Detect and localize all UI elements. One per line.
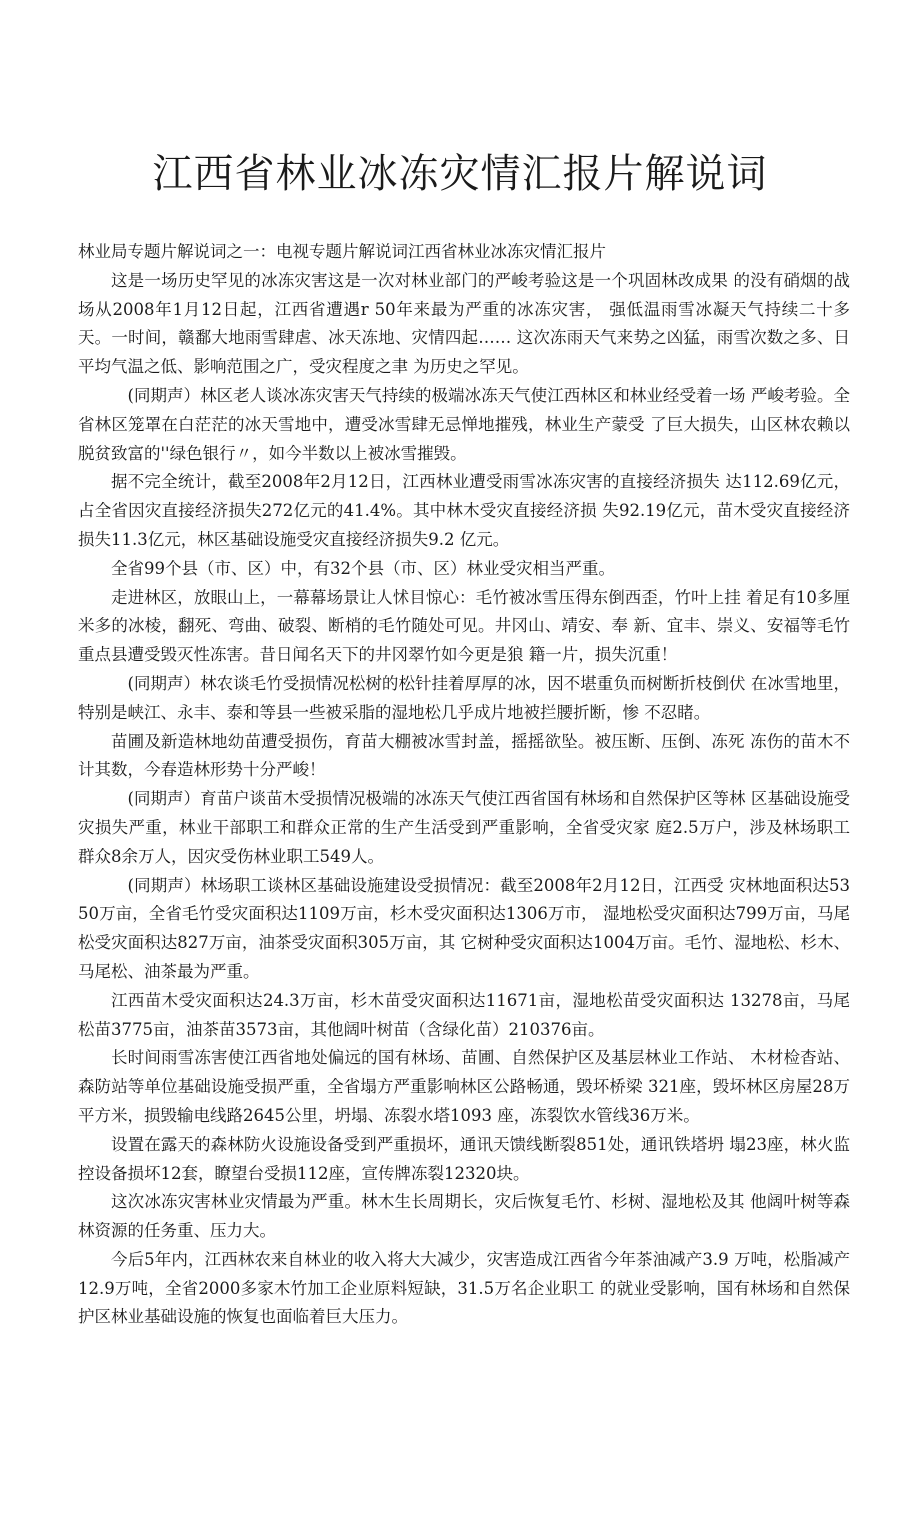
- paragraph: 据不完全统计，截至2008年2月12日，江西林业遭受雨雪冰冻灾害的直接经济损失 达112.69亿元，占全省因灾直接经济损失272亿元的41.4%。其中林木受灾直接经济损 失92.19亿元，苗木受灾直接经济损失11.3亿元，林区基础设施受灾直接经济损失9.2 亿元。: [78, 472, 850, 549]
- document-subtitle: 林业局专题片解说词之一：电视专题片解说词江西省林业冰冻灾情汇报片: [78, 242, 606, 261]
- document-title: 江西省林业冰冻灾情汇报片解说词: [152, 151, 768, 197]
- document-body: [78, 238, 850, 1332]
- paragraph: 这是一场历史罕见的冰冻灾害这是一次对林业部门的严峻考验这是一个巩固林改成果 的没有硝烟的战场从2008年1月12日起，江西省遭遇r 50年来最为严重的冰冻灾害， 强低温雨雪冰凝天气持续二十多天。一时间，赣鄱大地雨雪肆虐、冰天冻地、灾情四起…… 这次冻雨天气来势之凶猛，雨雪次数之多、日平均气温之低、影响范围之广，受灾程度之聿 为历史之罕见。: [78, 270, 850, 377]
- paragraph: 全省99个县（市、区）中，有32个县（市、区）林业受灾相当严重。: [111, 558, 615, 578]
- paragraph: 设置在露天的森林防火设施设备受到严重损坏，通讯天馈线断裂851处，通讯铁塔坍 塌23座，林火监控设备损坏12套，瞭望台受损112座，宣传牌冻裂12320块。: [78, 1134, 850, 1183]
- paragraph: (同期声）林区老人谈冰冻灾害天气持续的极端冰冻天气使江西林区和林业经受着一场 严峻考验。全省林区笼罩在白茫茫的冰天雪地中，遭受冰雪肆无忌惮地摧残，林业生产蒙受 了巨大损失，山区林农赖以脱贫致富的''绿色银行〃，如今半数以上被冰雪摧毁。: [78, 385, 850, 463]
- paragraph: (同期声）育苗户谈苗木受损情况极端的冰冻天气使江西省国有林场和自然保护区等林 区基础设施受灾损失严重，林业干部职工和群众正常的生产生活受到严重影响，全省受灾家 庭2.5万户，涉及林场职工群众8余万人，因灾受伤林业职工549人。: [78, 789, 850, 866]
- paragraph: 苗圃及新造林地幼苗遭受损伤，育苗大棚被冰雪封盖，摇摇欲坠。被压断、压倒、冻死 冻伤的苗木不计其数，今春造林形势十分严峻！: [78, 731, 850, 780]
- paragraph: (同期声）林场职工谈林区基础设施建设受损情况：截至2008年2月12日，江西受 灾林地面积达5350万亩，全省毛竹受灾面积达1109万亩，杉木受灾面积达1306万市， 湿地松受灾面积达799万亩，马尾松受灾面积达827万亩，油茶受灾面积305万亩，其 它树种受灾面积达1004万亩。毛竹、湿地松、杉木、马尾松、油茶最为严重。: [78, 875, 850, 981]
- paragraph: 走进林区，放眼山上，一幕幕场景让人怵目惊心：毛竹被冰雪压得东倒西歪，竹叶上挂 着足有10多厘米多的冰棱，翻死、弯曲、破裂、断梢的毛竹随处可见。井冈山、靖安、奉 新、宜丰、崇义、安福等毛竹重点县遭受毁灭性冻害。昔日闻名天下的井冈翠竹如今更是狼 籍一片，损失沉重！: [78, 587, 850, 665]
- paragraph: 长时间雨雪冻害使江西省地处偏远的国有林场、苗圃、自然保护区及基层林业工作站、 木材检杳站、森防站等单位基础设施受损严重，全省塌方严重影响林区公路畅通，毁坏桥梁 321座，毁坏林区房屋28万平方米，损毁输电线路2645公里，坍塌、冻裂水塔1093 座，冻裂饮水管线36万米。: [78, 1048, 850, 1125]
- paragraph: 今后5年内，江西林农来自林业的收入将大大减少，灾害造成江西省今年茶油减产3.9 万吨，松脂减产12.9万吨，全省2000多家木竹加工企业原料短缺，31.5万名企业职工 的就业受影响，国有林场和自然保护区林业基础设施的恢复也面临着巨大压力。: [78, 1249, 850, 1327]
- paragraph: 这次冰冻灾害林业灾情最为严重。林木生长周期长，灾后恢复毛竹、杉树、湿地松及其 他阔叶树等森林资源的任务重、压力大。: [78, 1192, 850, 1241]
- paragraph: 江西苗木受灾面积达24.3万亩，杉木苗受灾面积达11671亩，湿地松苗受灾面积达 13278亩，马尾松苗3775亩，油茶苗3573亩，其他阔叶树苗（含绿化苗）210376亩。: [78, 990, 850, 1039]
- paragraph: (同期声）林农谈毛竹受损情况松树的松针挂着厚厚的冰，因不堪重负而树断折枝倒伏 在冰雪地里，特别是峡江、永丰、泰和等县一些被采脂的湿地松几乎成片地被拦腰折断，惨 不忍睹。: [78, 673, 850, 722]
